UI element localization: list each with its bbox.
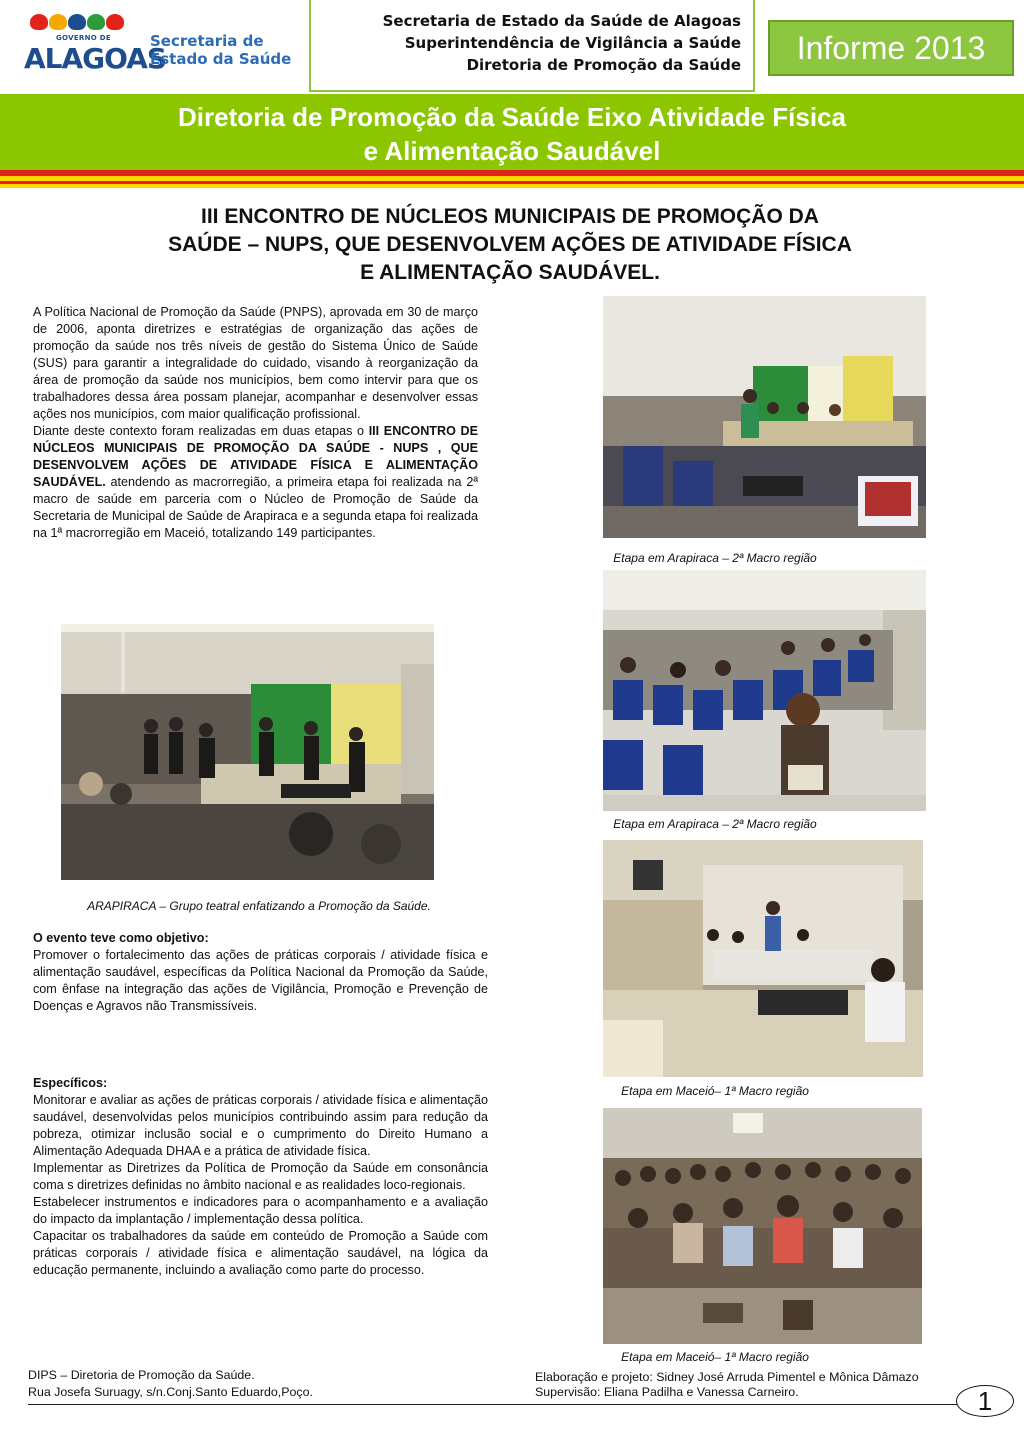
specific-objectives-section bbox=[33, 1075, 488, 1279]
photo-arapiraca-audience bbox=[603, 570, 926, 811]
institution-header bbox=[309, 0, 755, 92]
specific-item: Implementar as Diretrizes da Política de Promoção da Saúde em consonância coma s diretrizes definidas no âmbito nacional e as realidades loco-regionais. bbox=[33, 1161, 488, 1192]
photo-caption: Etapa em Arapiraca – 2ª Macro região bbox=[613, 817, 817, 831]
specific-heading-text: Específicos: bbox=[33, 1076, 108, 1090]
footer-address bbox=[28, 1367, 313, 1401]
photo-arapiraca-panel bbox=[603, 296, 926, 538]
institution-line: Superintendência de Vigilância a Saúde bbox=[404, 34, 741, 52]
logo-secretaria-text bbox=[150, 32, 291, 68]
alagoas-logo bbox=[20, 12, 300, 76]
photo-maceio-presenter bbox=[603, 840, 923, 1077]
logo-dot bbox=[49, 14, 67, 30]
photo-caption: Etapa em Maceió– 1ª Macro região bbox=[621, 1084, 809, 1098]
page-number: 1 bbox=[956, 1385, 1014, 1417]
intro-paragraph: A Política Nacional de Promoção da Saúde (PNPS), aprovada em 30 de março de 2006, aponta diretrizes e estratégias de organização das ações de promoção da saúde nos três níveis de gestão do Sistema Único de Saúde (SUS) para garantir a integralidade do cuidado, visando à reorganização da área de promoção da saúde nos municípios, bem como intervir para que os trabalhadores dessa área possam planejar, acompanhar e desenvolver essas ações nos municípios, com maior qualificação profissional. bbox=[33, 305, 478, 421]
logo-secretaria-line1: Secretaria de bbox=[150, 32, 264, 50]
logo-state-text: ALAGOAS bbox=[24, 42, 167, 75]
institution-line: Diretoria de Promoção da Saúde bbox=[466, 56, 741, 74]
title-line2: e Alimentação Saudável bbox=[363, 136, 661, 166]
photo-caption: ARAPIRACA – Grupo teatral enfatizando a Promoção da Saúde. bbox=[87, 899, 431, 913]
intro-text-span: atendendo as macrorregião, a primeira etapa foi realizada na 2ª macro de saúde em parceria com o Núcleo de Promoção de Saúde da Secretaria de Municipal de Saúde de Arapiraca e a segunda etapa foi realizada na 1ª macrorregião em Maceió, totalizando 149 participantes. bbox=[33, 475, 478, 540]
photo-theatre-group-image bbox=[61, 624, 434, 880]
logo-dot bbox=[68, 14, 86, 30]
institution-line: Secretaria de Estado da Saúde de Alagoas bbox=[382, 12, 741, 30]
logo-color-dots bbox=[30, 14, 140, 32]
photo-arapiraca-audience-image bbox=[603, 570, 926, 811]
photo-caption: Etapa em Maceió– 1ª Macro região bbox=[621, 1350, 809, 1364]
headline-line: E ALIMENTAÇÃO SAUDÁVEL. bbox=[360, 261, 660, 284]
event-name-bold: III ENCONTRO DE NÚCLEOS MUNICIPAIS DE PROMOÇÃO DA SAÚDE - NUPS , QUE DESENVOLVEM AÇÕES DE ATIVIDADE FÍSICA E ALIMENTAÇÃO SAUDÁVEL. bbox=[33, 424, 478, 489]
objective-section bbox=[33, 930, 488, 1015]
footer-divider bbox=[28, 1404, 988, 1405]
photo-arapiraca-panel-image bbox=[603, 296, 926, 538]
footer-credit-line: Supervisão: Eliana Padilha e Vanessa Carneiro. bbox=[535, 1385, 799, 1399]
footer-credit-line: Elaboração e projeto: Sidney José Arruda Pimentel e Mônica Dâmazo bbox=[535, 1370, 919, 1384]
footer-line: Rua Josefa Suruagy, s/n.Conj.Santo Eduardo,Poço. bbox=[28, 1385, 313, 1399]
objective-heading-text: O evento teve como objetivo: bbox=[33, 931, 209, 945]
headline-line: III ENCONTRO DE NÚCLEOS MUNICIPAIS DE PROMOÇÃO DA bbox=[201, 205, 819, 228]
photo-maceio-presenter-image bbox=[603, 840, 923, 1077]
title-band bbox=[0, 94, 1024, 170]
specific-item: Monitorar e avaliar as ações de práticas corporais / atividade física e alimentação saudável, desenvolvidas pelos municípios contribuindo assim para redução da pobreza, otimizar inclusão social e o cumprimento do Direito Humano a Alimentação Adequada DHAA e a prática de atividade física. bbox=[33, 1093, 488, 1158]
photo-caption: Etapa em Arapiraca – 2ª Macro região bbox=[613, 551, 817, 565]
title-line1: Diretoria de Promoção da Saúde Eixo Atividade Física bbox=[177, 102, 846, 132]
intro-paragraph bbox=[33, 423, 478, 542]
footer-line: DIPS – Diretoria de Promoção da Saúde. bbox=[28, 1368, 255, 1382]
divider-stripe-yellow bbox=[0, 184, 1024, 188]
intro-text-span: Diante deste contexto foram realizadas em duas etapas o bbox=[33, 424, 369, 438]
photo-maceio-audience-image bbox=[603, 1108, 922, 1344]
logo-dot bbox=[30, 14, 48, 30]
objective-heading bbox=[33, 930, 488, 947]
logo-secretaria-line2: Estado da Saúde bbox=[150, 50, 292, 68]
specific-heading bbox=[33, 1075, 488, 1092]
logo-gov-text: GOVERNO DE bbox=[56, 34, 111, 42]
objective-text: Promover o fortalecimento das ações de práticas corporais / atividade física e alimentação saudável, específicas da Política Nacional da Promoção da Saúde, com ênfase na integração das ações de Vigilância, Promoção e Prevenção de Doenças e Agravos não Transmissíveis. bbox=[33, 948, 488, 1013]
intro-text bbox=[33, 304, 478, 542]
informe-badge: Informe 2013 bbox=[768, 20, 1014, 76]
specific-item: Estabelecer instrumentos e indicadores para o acompanhamento e a avaliação do impacto da implantação / implementação dessa política. bbox=[33, 1195, 488, 1226]
headline-line: SAÚDE – NUPS, QUE DESENVOLVEM AÇÕES DE ATIVIDADE FÍSICA bbox=[168, 233, 852, 256]
photo-maceio-audience bbox=[603, 1108, 922, 1344]
logo-dot bbox=[87, 14, 105, 30]
photo-theatre-group bbox=[61, 624, 434, 880]
specific-item: Capacitar os trabalhadores da saúde em conteúdo de Promoção a Saúde com práticas corporais / atividade física e alimentação saudável, na lógica da educação permanente, incluindo a avaliação como parte do processo. bbox=[33, 1229, 488, 1277]
logo-dot bbox=[106, 14, 124, 30]
footer-credits bbox=[535, 1370, 919, 1400]
article-headline bbox=[80, 203, 940, 287]
